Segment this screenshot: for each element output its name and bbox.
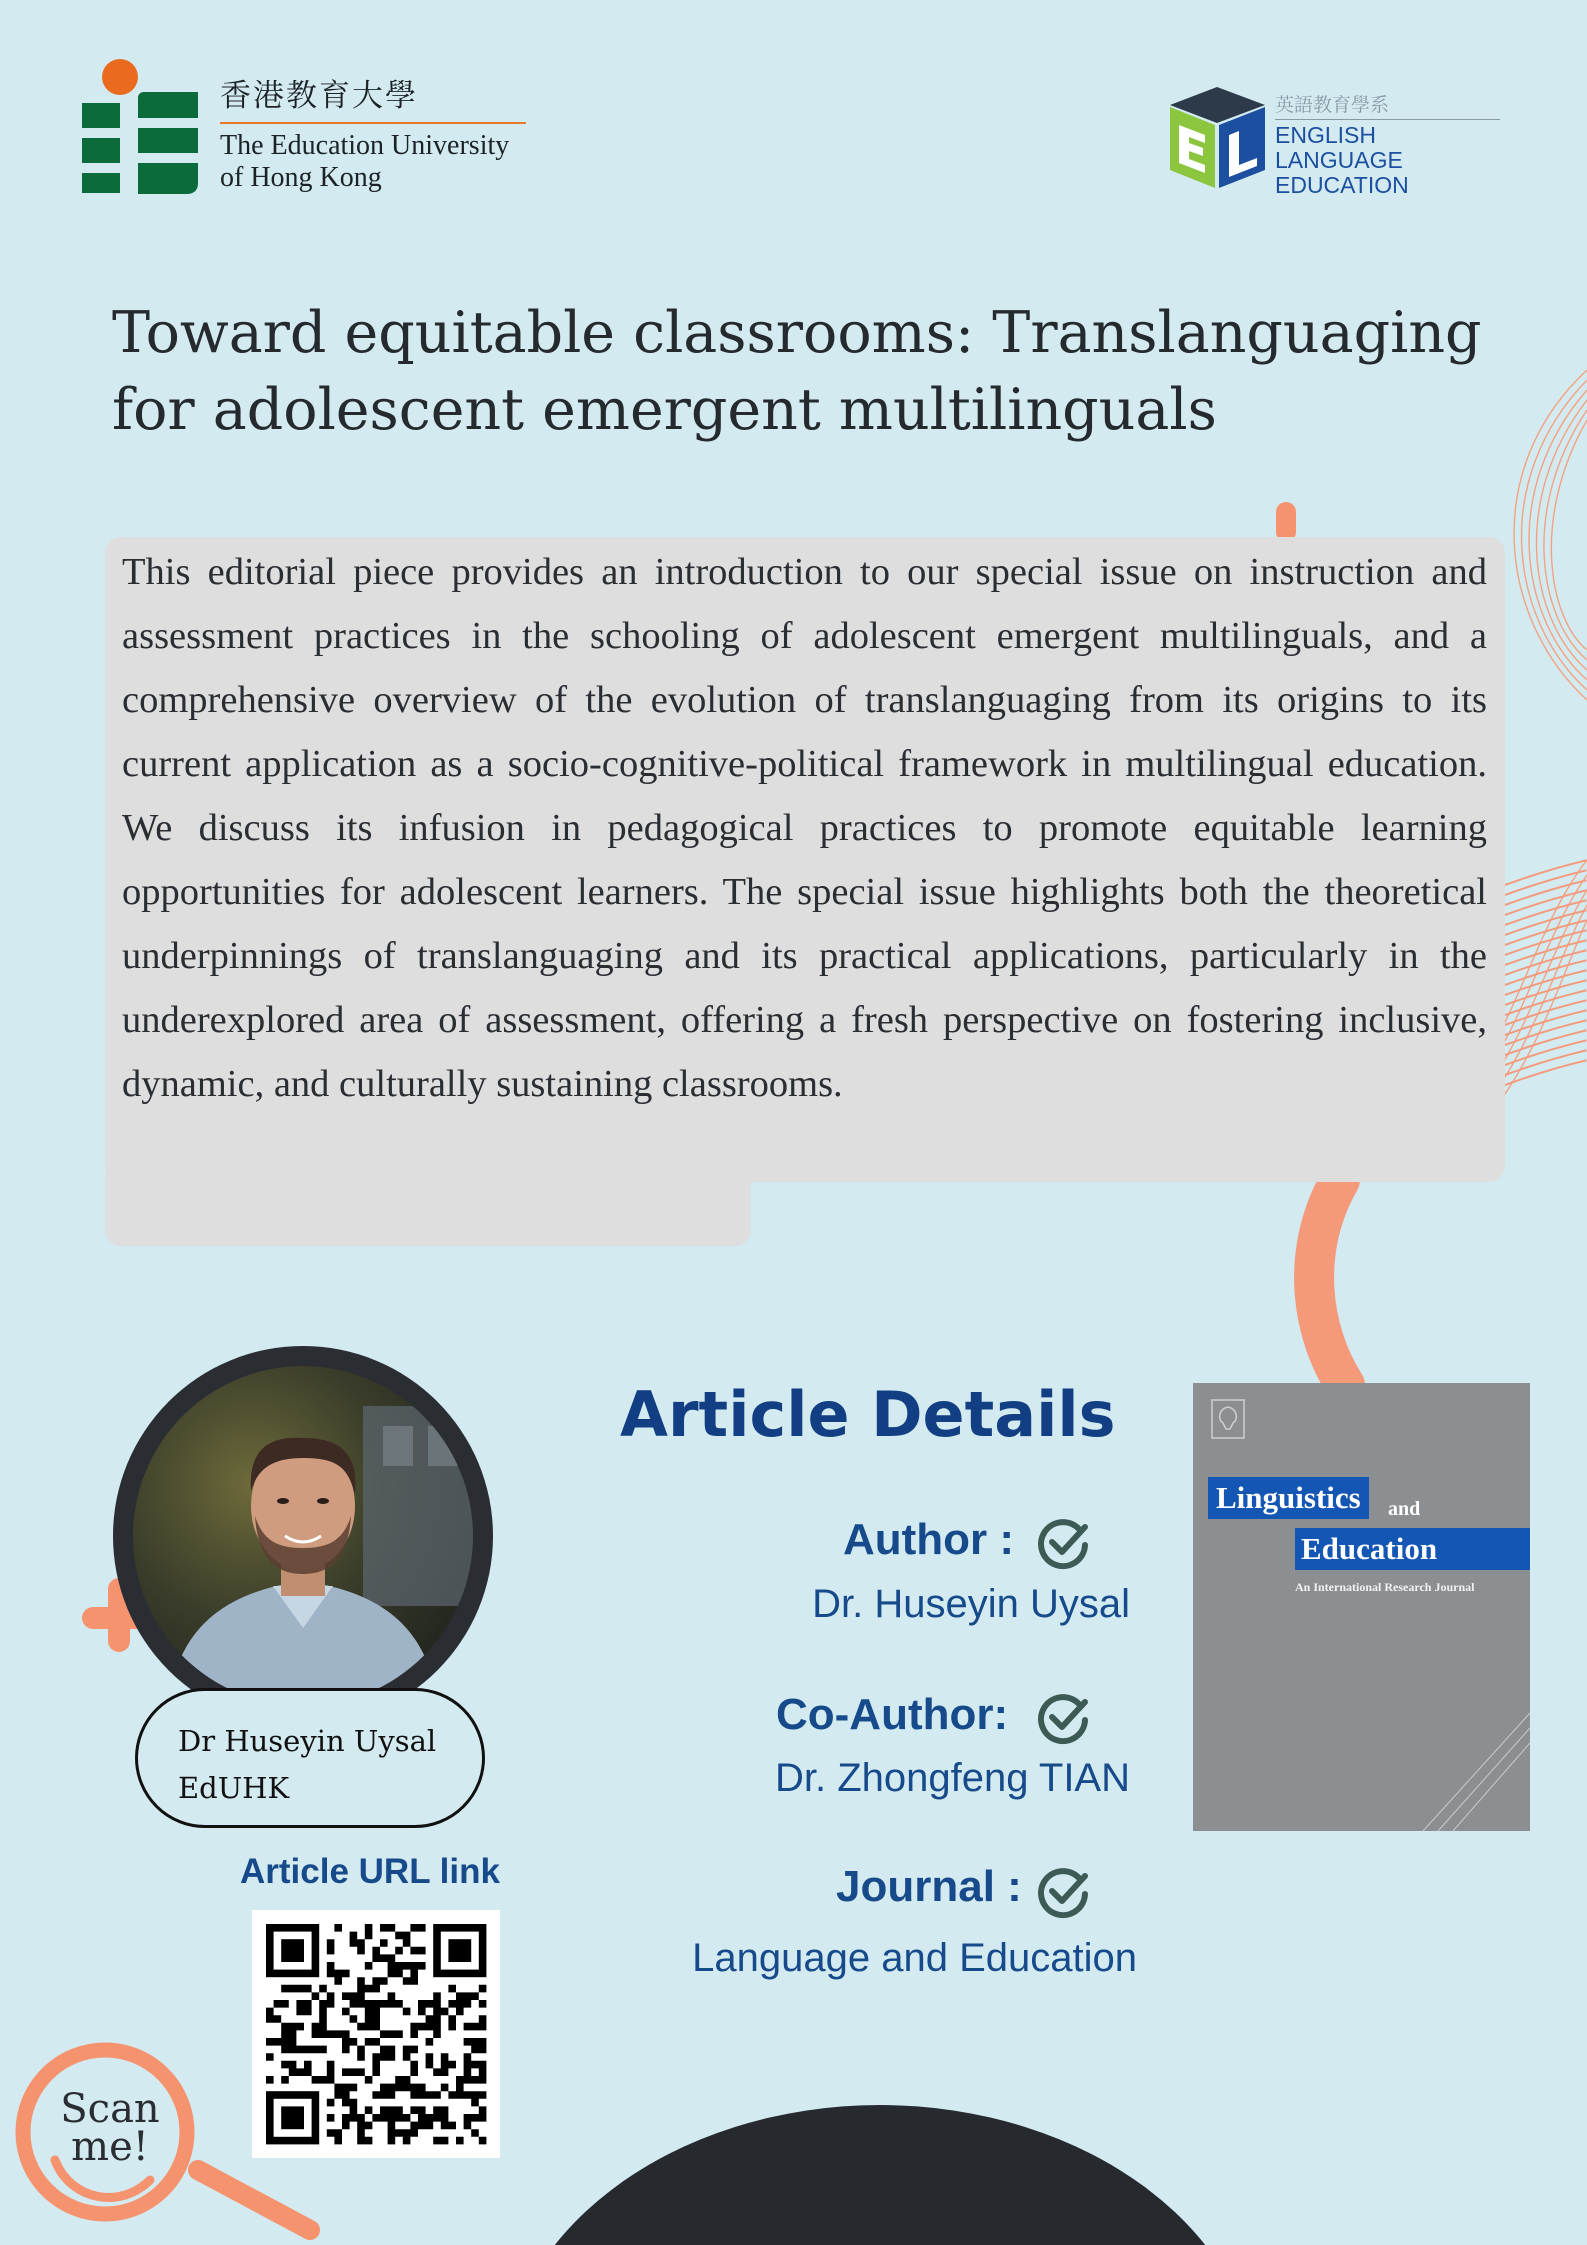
ele-english-name-line2: EDUCATION bbox=[1275, 172, 1409, 198]
author-photo bbox=[133, 1366, 473, 1706]
abstract-text: This editorial piece provides an introduction to our special issue on instruction and assessment practices in the schooling of adolescent emergent multilinguals, and a comprehensive overview of the evolution of translanguaging from its origins to its current application as a socio-cognitive-political framework in multilingual education. We discuss its infusion in pedagogical practices to promote equitable learning opportunities for adolescent learners. The special issue highlights both the theoretical underpinnings of translanguaging and its practical applications, particularly in the underexplored area of assessment, offering a fresh perspective on fostering inclusive, dynamic, and culturally sustaining classrooms. bbox=[122, 551, 1487, 1105]
ele-chinese-name: 英語教育學系 bbox=[1275, 94, 1390, 116]
eduhk-logo bbox=[80, 58, 540, 198]
article-qr-code[interactable] bbox=[252, 1910, 500, 2158]
check-circle-icon bbox=[1035, 1690, 1091, 1746]
qr-finder-pattern bbox=[433, 1924, 486, 1977]
author-value: Dr. Huseyin Uysal bbox=[812, 1582, 1130, 1626]
author-card-name: Dr Huseyin Uysal bbox=[178, 1724, 437, 1758]
article-details-heading: Article Details bbox=[620, 1378, 1116, 1451]
check-circle-icon bbox=[1035, 1515, 1091, 1571]
coauthor-label: Co-Author: bbox=[776, 1690, 1009, 1739]
qr-finder-pattern bbox=[266, 2091, 319, 2144]
qr-finder-pattern bbox=[266, 1924, 319, 1977]
cover-title-linguistics: Linguistics bbox=[1208, 1477, 1369, 1519]
article-url-label: Article URL link bbox=[240, 1852, 500, 1891]
journal-label: Journal : bbox=[836, 1862, 1022, 1911]
eduhk-english-name-line1: The Education University bbox=[220, 130, 510, 161]
cover-subtitle: An International Research Journal bbox=[1295, 1580, 1475, 1594]
ele-cube-icon bbox=[1165, 85, 1275, 190]
journal-cover bbox=[1193, 1383, 1530, 1831]
author-label: Author : bbox=[843, 1515, 1015, 1564]
abstract-box-tail bbox=[105, 1160, 751, 1246]
cover-title-education: Education bbox=[1295, 1528, 1530, 1570]
cover-diagonal-lines bbox=[1193, 1383, 1530, 1831]
coauthor-value: Dr. Zhongfeng TIAN bbox=[775, 1756, 1130, 1800]
cover-title-and: and bbox=[1388, 1498, 1421, 1520]
check-circle-icon bbox=[1035, 1864, 1091, 1920]
scan-me-label bbox=[55, 2086, 165, 2170]
journal-value: Language and Education bbox=[692, 1936, 1137, 1980]
eduhk-chinese-name: 香港教育大學 bbox=[220, 76, 526, 124]
author-name-card bbox=[135, 1688, 485, 1828]
ele-logo bbox=[1165, 85, 1505, 198]
ele-divider bbox=[1275, 119, 1500, 120]
scan-label-line1: Scan bbox=[60, 2086, 160, 2132]
eduhk-emblem-icon bbox=[80, 58, 200, 198]
page-title: Toward equitable classrooms: Translanguaging for adolescent emergent multilinguals bbox=[112, 300, 1482, 443]
ele-english-name-line1: ENGLISH LANGUAGE bbox=[1275, 122, 1403, 173]
scan-label-line2: me! bbox=[71, 2124, 149, 2170]
author-card-affiliation: EdUHK bbox=[178, 1771, 290, 1805]
eduhk-english-name-line2: of Hong Kong bbox=[220, 162, 382, 193]
